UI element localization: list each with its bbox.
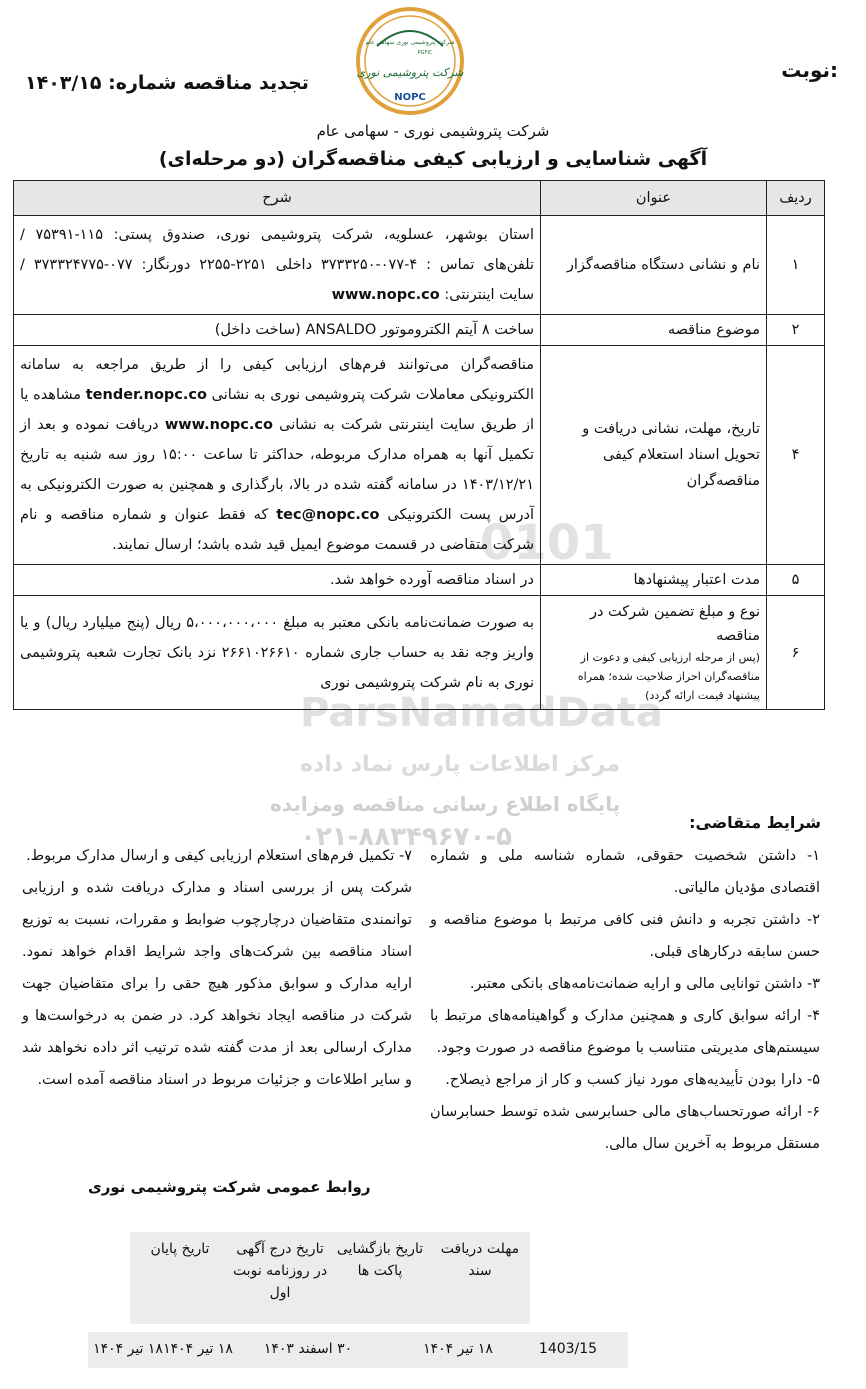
- page-title: آگهی شناسایی و ارزیابی کیفی مناقصه‌گران (دو مرحله‌ای): [158, 148, 708, 170]
- dates-header: [130, 1232, 530, 1324]
- row-desc: در اسناد مناقصه آورده خواهد شد.: [14, 565, 541, 596]
- date-header-deadline: مهلت دریافت سند: [440, 1241, 520, 1279]
- tender-number: تجدید مناقصه شماره: ۱۴۰۳/۱۵: [25, 72, 309, 94]
- company-logo: [355, 6, 465, 116]
- date-value: ۱۸ تیر ۱۴۰۴: [93, 1341, 163, 1357]
- row-title-text: نوع و مبلغ تضمین شرکت در مناقصه: [589, 604, 760, 644]
- date-header-publish: تاریخ درج آگهی در روزنامه نوبت اول: [232, 1241, 328, 1301]
- date-value: ۱۸ تیر ۱۴۰۴: [163, 1341, 233, 1357]
- row-title: تاریخ، مهلت، نشانی دریافت و تحویل اسناد استعلام کیفی مناقصه‌گران: [541, 346, 767, 565]
- condition-item: ۱- داشتن شخصیت حقوقی، شماره شناسه ملی و شماره اقتصادی مؤدیان مالیاتی.: [430, 848, 820, 896]
- conditions-left-column: [22, 840, 412, 1096]
- watermark-brand: ParsNamadData: [300, 690, 663, 736]
- condition-item: ۴- ارائه سوابق کاری و همچنین مدارک و گواهینامه‌های مرتبط با سیستم‌های مدیریتی متناسب با موضوع مناقصه در صورت وجود.: [430, 1008, 820, 1056]
- svg-text:شرکت پتروشیمی نوری سهامی عام: شرکت پتروشیمی نوری سهامی عام: [365, 39, 455, 46]
- tender-info-table: [13, 180, 825, 710]
- row-title-note: (پس از مرحله ارزیابی کیفی و دعوت از مناقصه‌گران احراز صلاحیت شده؛ همراه پیشنهاد قیمت ارائه گردد): [577, 651, 760, 702]
- table-row: [14, 346, 825, 565]
- conditions-right-column: [430, 840, 820, 1160]
- row-title: نام و نشانی دستگاه مناقصه‌گزار: [541, 216, 767, 315]
- condition-item: ۲- داشتن تجربه و دانش فنی کافی مرتبط با موضوع مناقصه و حسن سابقه درکارهای قبلی.: [430, 912, 820, 960]
- edition-label: نوبت:: [781, 58, 838, 82]
- row-title: موضوع مناقصه: [541, 315, 767, 346]
- svg-text:NOPC: NOPC: [394, 92, 426, 103]
- date-header-end: تاریخ پایان: [150, 1241, 210, 1257]
- signature: روابط عمومی شرکت پتروشیمی نوری: [88, 1178, 371, 1196]
- website-link[interactable]: www.nopc.co: [331, 287, 440, 303]
- table-row: [14, 315, 825, 346]
- table-header-row: [14, 181, 825, 216]
- svg-text:شرکت پتروشیمی نوری: شرکت پتروشیمی نوری: [356, 66, 464, 79]
- row-num: ۶: [767, 596, 825, 710]
- row-title: مدت اعتبار پیشنهادها: [541, 565, 767, 596]
- row-desc-text: مشاهده یا از طریق سایت اینترنتی شرکت به نشانی: [20, 387, 534, 433]
- row-desc-text: مناقصه‌گران می‌توانند فرم‌های ارزیابی کیفی را از طریق مراجعه به سامانه الکترونیکی معاملات شرکت پتروشیمی نوری به نشانی: [20, 357, 534, 403]
- condition-item: ۶- ارائه صورتحساب‌های مالی حسابرسی شده توسط حسابرسان مستقل مربوط به آخرین سال مالی.: [430, 1104, 820, 1152]
- header-num: ردیف: [767, 181, 825, 216]
- watermark-phone: ۰۲۱-۸۸۳۴۹۶۷۰-۵: [300, 822, 513, 852]
- date-value: ۱۸ تیر ۱۴۰۴: [423, 1341, 493, 1357]
- row-title: [541, 596, 767, 710]
- watermark-digits: 0101: [480, 515, 614, 571]
- row-desc: [14, 346, 541, 565]
- row-desc: به صورت ضمانت‌نامه بانکی معتبر به مبلغ ۵،۰۰۰،۰۰۰،۰۰۰ ریال (پنج میلیارد ریال) و یا واریز وجه نقد به حساب جاری شماره ۲۶۶۱۰۲۶۶۱۰ نزد بانک تجارت شعبه پتروشیمی نوری به نام شرکت پتروشیمی نوری: [14, 596, 541, 710]
- conditions-title: شرایط متقاضی:: [689, 813, 821, 832]
- date-value: ۳۰ اسفند ۱۴۰۳: [263, 1341, 353, 1357]
- condition-item: ۳- داشتن توانایی مالی و ارایه ضمانت‌نامه‌های بانکی معتبر.: [469, 976, 820, 992]
- table-row: [14, 216, 825, 315]
- row-desc-text: دریافت نموده و بعد از تکمیل آنها به همراه مدارک مربوطه، حداکثر تا ساعت ۱۵:۰۰ روز سه شنبه به تاریخ ۱۴۰۳/۱۲/۲۱ در سامانه گفته شده در بالا، بارگذاری و همچنین به صورت الکترونیکی به آدرس پست الکترونیکی: [20, 417, 534, 523]
- email-link[interactable]: tec@nopc.co: [276, 507, 380, 523]
- header-desc: شرح: [14, 181, 541, 216]
- condition-item: ۷- تکمیل فرم‌های استعلام ارزیابی کیفی و ارسال مدارک مربوط.: [26, 848, 412, 864]
- row-desc-text: استان بوشهر، عسلویه، شرکت پتروشیمی نوری، صندوق پستی: ۱۱۵-۷۵۳۹۱ / تلفن‌های تماس : ۴-۰۷۷-۳۷۳۳۲۵۰ داخلی ۲۲۵۱-۲۲۵۵ دورنگار: ۰۷۷-۳۷۳۳۲۴۷۷۵ / سایت اینترنتی:: [20, 227, 535, 303]
- row-desc-text: که فقط عنوان و شماره مناقصه و نام شرکت متقاضی در قسمت موضوع ایمیل قید شده باشد؛ ارسال نمایند.: [20, 507, 534, 553]
- row-desc: ساخت ۸ آیتم الکتروموتور ANSALDO (ساخت داخل): [14, 315, 541, 346]
- watermark-portal: پایگاه اطلاع رسانی مناقصه ومزایده: [270, 792, 621, 816]
- row-num: ۲: [767, 315, 825, 346]
- row-desc: [14, 216, 541, 315]
- watermark-center: مرکز اطلاعات پارس نماد داده: [300, 752, 620, 777]
- date-header-opening: تاریخ بازگشایی پاکت ها: [336, 1241, 424, 1279]
- date-value: 1403/15: [538, 1341, 598, 1357]
- row-num: ۵: [767, 565, 825, 596]
- svg-text:PGFIC: PGFIC: [417, 50, 433, 56]
- row-num: ۱: [767, 216, 825, 315]
- row-num: ۴: [767, 346, 825, 565]
- conditions-notice: شرکت پس از بررسی اسناد و مدارک دریافت شده و ارزیابی توانمندی متقاضیان درچارچوب ضوابط و مقررات، نسبت به توزیع اسناد مناقصه بین شرکت‌های واجد شرایط اقدام خواهد نمود. ارایه مدارک و سوابق مذکور هیچ حقی را برای متقاضیان جهت شرکت در مناقصه ایجاد نخواهد کرد. در ضمن به درخواست‌ها و مدارک ارسالی بعد از مدت گفته شده ترتیب اثر داده نخواهد شد و سایر اطلاعات و جزئیات مربوط در اسناد مناقصه آمده است.: [22, 880, 412, 1088]
- header-title: عنوان: [541, 181, 767, 216]
- condition-item: ۵- دارا بودن تأییدیه‌های مورد نیاز کسب و کار از مراجع ذیصلاح.: [445, 1072, 820, 1088]
- company-name: شرکت پتروشیمی نوری - سهامی عام: [316, 122, 550, 140]
- tender-portal-link[interactable]: tender.nopc.co: [85, 387, 207, 403]
- dates-values: [88, 1332, 628, 1368]
- table-row: [14, 596, 825, 710]
- website-link[interactable]: www.nopc.co: [164, 417, 273, 433]
- table-row: [14, 565, 825, 596]
